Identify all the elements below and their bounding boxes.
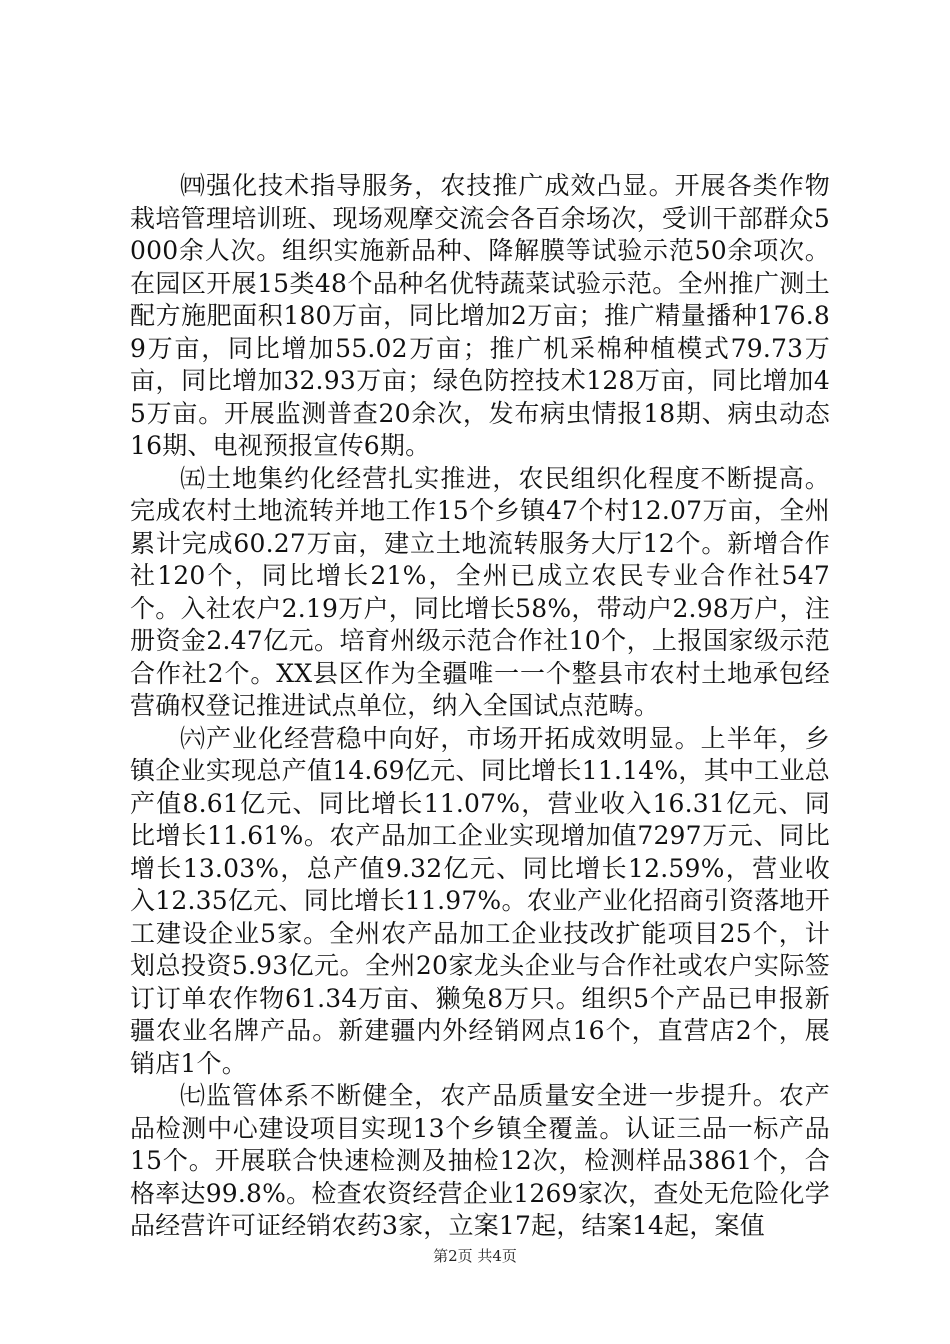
paragraph-6-industrialization: ㈥产业化经营稳中向好，市场开拓成效明显。上半年，乡镇企业实现总产值14.69亿元、同比增长11.14%，其中工业总产值8.61亿元、同比增长11.07%，营业收入16.31亿元、同比增长11.61%。农产品加工企业实现增加值7297万元、同比增长13.03%，总产值9.32亿元、同比增长12.59%，营业收入12.35亿元、同比增长11.97%。农业产业化招商引资落地开工建设企业5家。全州农产品加工企业技改扩能项目25个，计划总投资5.93亿元。全州20家龙头企业与合作社或农户实际签订订单农作物61.34万亩、獭兔8万只。组织5个产品已申报新疆农业名牌产品。新建疆内外经销网点16个，直营店2个，展销店1个。 xyxy=(130,723,830,1078)
paragraph-4-tech-guidance: ㈣强化技术指导服务，农技推广成效凸显。开展各类作物栽培管理培训班、现场观摩交流会各百余场次，受训干部群众5000余人次。组织实施新品种、降解膜等试验示范50余项次。在园区开展15类48个品种名优特蔬菜试验示范。全州推广测土配方施肥面积180万亩，同比增加2万亩；推广精量播种176.89万亩，同比增加55.02万亩；推广机采棉种植模式79.73万亩，同比增加32.93万亩；绿色防控技术128万亩，同比增加45万亩。开展监测普查20余次，发布病虫情报18期、病虫动态16期、电视预报宣传6期。 xyxy=(130,171,830,460)
paragraph-7-quality-supervision: ㈦监管体系不断健全，农产品质量安全进一步提升。农产品检测中心建设项目实现13个乡镇全覆盖。认证三品一标产品15个。开展联合快速检测及抽检12次，检测样品3861个，合格率达99.8%。检查农资经营企业1269家次，查处无危险化学品经营许可证经销农药3家，立案17起，结案14起，案值 xyxy=(130,1081,830,1240)
page-footer xyxy=(0,1245,950,1266)
paragraph-5-land-consolidation: ㈤土地集约化经营扎实推进，农民组织化程度不断提高。完成农村土地流转并地工作15个乡镇47个村12.07万亩，全州累计完成60.27万亩，建立土地流转服务大厅12个。新增合作社120个，同比增长21%，全州已成立农民专业合作社547个。入社农户2.19万户，同比增长58%，带动户2.98万户，注册资金2.47亿元。培育州级示范合作社10个，上报国家级示范合作社2个。XX县区作为全疆唯一一个整县市农村土地承包经营确权登记推进试点单位，纳入全国试点范畴。 xyxy=(130,463,830,720)
document-body xyxy=(130,170,830,1243)
page-number-label: 第2页 共4页 xyxy=(433,1247,517,1265)
